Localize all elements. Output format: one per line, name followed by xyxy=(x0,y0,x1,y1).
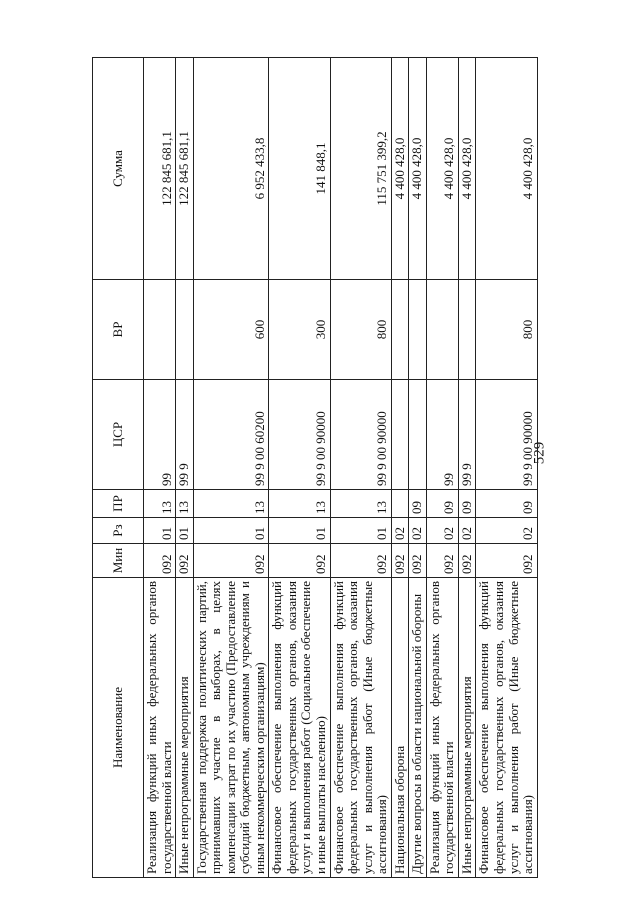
row-min: 092 xyxy=(458,544,476,578)
row-min: 092 xyxy=(426,544,458,578)
row-pr: 09 xyxy=(426,490,458,518)
row-vr xyxy=(391,280,409,380)
row-pr: 09 xyxy=(458,490,476,518)
row-vr xyxy=(426,280,458,380)
row-rz: 01 xyxy=(176,518,194,544)
row-name: Иные непрограммные мероприятия xyxy=(176,578,194,878)
row-name: Реализация функций иных федеральных органов государственной власти xyxy=(426,578,458,878)
row-vr xyxy=(458,280,476,380)
row-sum: 6 952 433,8 xyxy=(193,58,269,280)
table-row xyxy=(409,58,427,878)
table-row xyxy=(193,58,269,878)
row-name: Финансовое обеспечение выполнения функций федеральных государственных органов, оказания услуг и выполнения работ (Иные бюджетные ассигнования) xyxy=(330,578,391,878)
row-rz: 02 xyxy=(391,518,409,544)
row-csr xyxy=(409,380,427,490)
table-row xyxy=(330,58,391,878)
row-vr xyxy=(409,280,427,380)
row-rz: 01 xyxy=(193,518,269,544)
row-pr: 13 xyxy=(330,490,391,518)
row-csr: 99 9 xyxy=(458,380,476,490)
row-name: Иные непрограммные мероприятия xyxy=(458,578,476,878)
row-csr: 99 9 00 90000 xyxy=(330,380,391,490)
page-number: 529 xyxy=(531,441,548,465)
header-sum: Сумма xyxy=(93,58,144,280)
row-sum: 4 400 428,0 xyxy=(409,58,427,280)
row-csr: 99 9 xyxy=(176,380,194,490)
row-min: 092 xyxy=(176,544,194,578)
row-min: 092 xyxy=(409,544,427,578)
row-min: 092 xyxy=(476,544,537,578)
rotated-table-container xyxy=(92,58,592,878)
row-csr: 99 9 00 90000 xyxy=(476,380,537,490)
row-pr: 13 xyxy=(176,490,194,518)
row-sum: 122 845 681,1 xyxy=(176,58,194,280)
row-min: 092 xyxy=(269,544,330,578)
row-min: 092 xyxy=(144,544,176,578)
row-name: Другие вопросы в области национальной обороны xyxy=(409,578,427,878)
table-row xyxy=(458,58,476,878)
row-vr: 800 xyxy=(476,280,537,380)
row-sum: 4 400 428,0 xyxy=(391,58,409,280)
row-rz: 02 xyxy=(458,518,476,544)
row-name: Финансовое обеспечение выполнения функций федеральных государственных органов, оказания услуг и выполнения работ (Социальное обеспечение и иные выплаты населению) xyxy=(269,578,330,878)
budget-table xyxy=(92,57,538,878)
row-vr: 300 xyxy=(269,280,330,380)
row-pr xyxy=(391,490,409,518)
row-rz: 01 xyxy=(144,518,176,544)
table-row xyxy=(144,58,176,878)
row-min: 092 xyxy=(193,544,269,578)
row-csr: 99 xyxy=(144,380,176,490)
row-sum: 141 848,1 xyxy=(269,58,330,280)
row-min: 092 xyxy=(330,544,391,578)
row-min: 092 xyxy=(391,544,409,578)
row-name: Финансовое обеспечение выполнения функций федеральных государственных органов, оказания услуг и выполнения работ (Иные бюджетные ассигнования) xyxy=(476,578,537,878)
table-row xyxy=(269,58,330,878)
table-row xyxy=(176,58,194,878)
row-pr: 13 xyxy=(193,490,269,518)
row-name: Государственная поддержка политических партий, принимавших участие в выборах, в целях компенсации затрат по их участию (Предоставление субсидий бюджетным, автономным учреждениям и иным некоммерческим организациям) xyxy=(193,578,269,878)
header-name: Наименование xyxy=(93,578,144,878)
row-pr: 09 xyxy=(476,490,537,518)
header-rz: Рз xyxy=(93,518,144,544)
row-rz: 02 xyxy=(426,518,458,544)
row-pr: 13 xyxy=(144,490,176,518)
row-vr xyxy=(144,280,176,380)
row-sum: 4 400 428,0 xyxy=(426,58,458,280)
row-rz: 02 xyxy=(476,518,537,544)
header-csr: ЦСР xyxy=(93,380,144,490)
row-pr: 13 xyxy=(269,490,330,518)
row-rz: 01 xyxy=(330,518,391,544)
row-sum: 122 845 681,1 xyxy=(144,58,176,280)
header-pr: ПР xyxy=(93,490,144,518)
header-vr: ВР xyxy=(93,280,144,380)
row-sum: 4 400 428,0 xyxy=(458,58,476,280)
row-vr: 600 xyxy=(193,280,269,380)
header-row xyxy=(93,58,144,878)
row-rz: 01 xyxy=(269,518,330,544)
table-body xyxy=(144,58,538,878)
row-sum: 4 400 428,0 xyxy=(476,58,537,280)
row-vr: 800 xyxy=(330,280,391,380)
row-csr: 99 9 00 60200 xyxy=(193,380,269,490)
row-name: Реализация функций иных федеральных органов государственной власти xyxy=(144,578,176,878)
header-min: Мин xyxy=(93,544,144,578)
row-csr: 99 xyxy=(426,380,458,490)
table-row xyxy=(476,58,537,878)
row-csr xyxy=(391,380,409,490)
row-vr xyxy=(176,280,194,380)
row-rz: 02 xyxy=(409,518,427,544)
table-header xyxy=(93,58,144,878)
table-row xyxy=(391,58,409,878)
row-sum: 115 751 399,2 xyxy=(330,58,391,280)
table-row xyxy=(426,58,458,878)
row-name: Национальная оборона xyxy=(391,578,409,878)
row-csr: 99 9 00 90000 xyxy=(269,380,330,490)
row-pr: 09 xyxy=(409,490,427,518)
